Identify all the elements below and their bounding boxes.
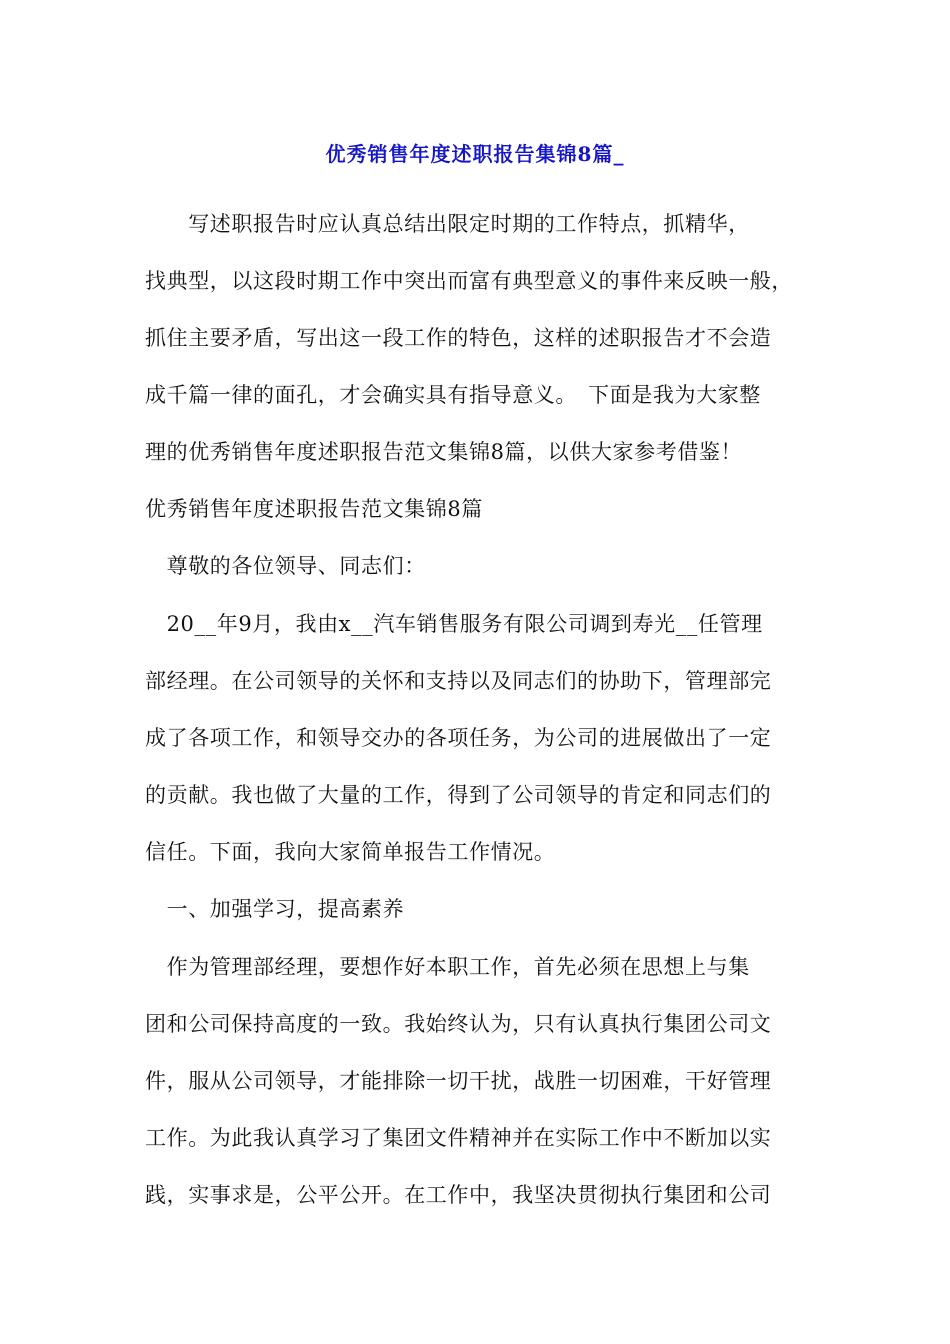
body-line: 工作。为此我认真学习了集团文件精神并在实际工作中不断加以实 — [145, 1126, 772, 1150]
body-line: 件，服从公司领导，才能排除一切干扰，战胜一切困难，干好管理 — [145, 1069, 772, 1093]
body-line: 抓住主要矛盾，写出这一段工作的特色，这样的述职报告才不会造 — [145, 326, 772, 350]
body-line: 找典型，以这段时期工作中突出而富有典型意义的事件来反映一般， — [145, 269, 793, 293]
body-line: 成千篇一律的面孔，才会确实具有指导意义。 下面是我为大家整 — [145, 383, 761, 407]
body-line: 信任。下面，我向大家简单报告工作情况。 — [145, 840, 556, 864]
subsection-heading: 一、加强学习，提高素养 — [145, 897, 405, 921]
section-heading: 优秀销售年度述职报告范文集锦8篇 — [145, 497, 483, 521]
body-line: 的贡献。我也做了大量的工作，得到了公司领导的肯定和同志们的 — [145, 783, 772, 807]
body-line: 团和公司保持高度的一致。我始终认为，只有认真执行集团公司文 — [145, 1012, 772, 1036]
salutation: 尊敬的各位领导、同志们： — [145, 554, 426, 578]
body-line: 作为管理部经理，要想作好本职工作，首先必须在思想上与集 — [145, 955, 750, 979]
body-line: 写述职报告时应认真总结出限定时期的工作特点，抓精华， — [145, 212, 750, 236]
body-line: 成了各项工作，和领导交办的各项任务，为公司的进展做出了一定 — [145, 726, 772, 750]
body-line: 践，实事求是，公平公开。在工作中，我坚决贯彻执行集团和公司 — [145, 1183, 772, 1207]
body-line: 理的优秀销售年度述职报告范文集锦8篇，以供大家参考借鉴！ — [145, 440, 743, 464]
body-line: 20__年9月，我由x__汽车销售服务有限公司调到寿光__任管理 — [145, 612, 763, 636]
document-title: 优秀销售年度述职报告集锦8篇_ — [325, 142, 625, 166]
body-line: 部经理。在公司领导的关怀和支持以及同志们的协助下，管理部完 — [145, 669, 772, 693]
